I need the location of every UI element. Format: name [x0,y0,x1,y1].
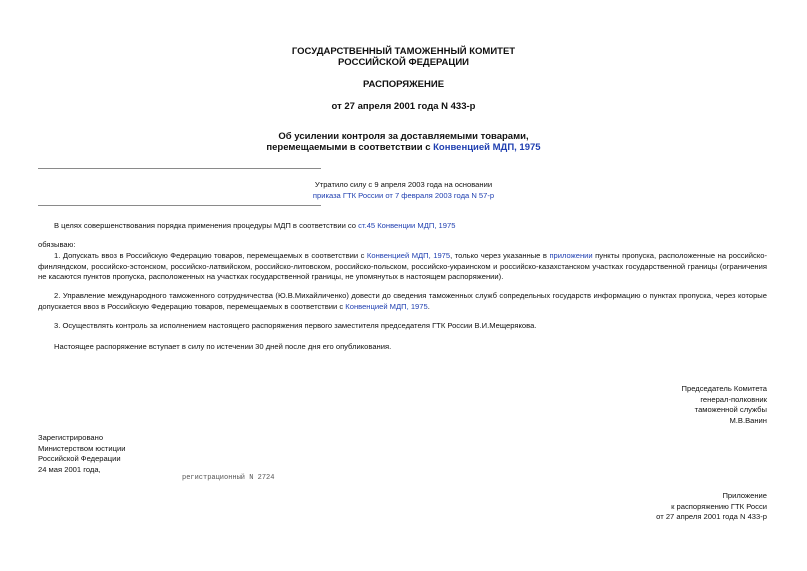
document-type: РАСПОРЯЖЕНИЕ [362,79,445,90]
signature-line: генерал-полковник [700,394,767,404]
repeal-note [0,180,807,201]
convention-link-p2[interactable]: Конвенцией МДП, 1975 [345,301,428,311]
paragraph-3: 3. Осуществлять контроль за исполнением настоящего распоряжения первого заместителя председателя ГТК России В.И.Мещерякова. [54,321,537,330]
article-45-link[interactable]: ст.45 Конвенции МДП, 1975 [358,221,456,230]
signature-line: Председатель Комитета [681,384,767,393]
paragraph-1-text: , только через указанные в [450,251,550,260]
divider-top [38,168,321,169]
obliges-line: обязываю: [38,240,76,249]
repeal-note-text: Утратило силу с 9 апреля 2003 года на основании [314,180,493,189]
registration-line: Российской Федерации [38,454,121,463]
registration-line: Зарегистрировано [38,433,104,442]
registration-block [38,433,125,475]
title-text: перемещаемыми в соответствии с [266,142,434,153]
appendix-line: от 27 апреля 2001 года N 433-р [656,512,767,521]
signature-line: таможенной службы [694,405,767,414]
paragraph-1-text: пункты пропуска, расположенные на российско-финляндском, российско-эстонском, российско-латвийском, российско-литовском, российско-польском, российско-украинском и российско-казахстанском участках государственной границы (ограничения не касаются пунктов пропуска, расположенных на участках государственной границы, не упомянутых в настоящем распоряжении). [38,251,767,281]
repeal-order-link[interactable]: приказа ГТК России от 7 февраля 2003 года N 57-р [312,190,495,200]
registration-number: регистрационный N 2724 [182,474,275,482]
intro-paragraph [38,221,767,232]
paragraph-2 [38,291,767,312]
paragraph-2-text: . [427,301,430,311]
paragraph-4: Настоящее распоряжение вступает в силу по истечении 30 дней после дня его опубликования. [54,342,392,351]
document-title-line2 [0,142,807,153]
appendix-link[interactable]: приложении [549,251,593,260]
appendix-line: Приложение [722,491,767,500]
paragraph-1 [38,251,767,283]
document-title-line1: Об усилении контроля за доставляемыми товарами, [278,131,529,142]
appendix-header [656,491,767,523]
agency-name-line1: ГОСУДАРСТВЕННЫЙ ТАМОЖЕННЫЙ КОМИТЕТ [291,46,516,57]
signature-line: М.В.Ванин [729,415,767,425]
intro-text: В целях совершенствования порядка применения процедуры МДП в соответствии со [54,221,359,230]
registration-line: Министерством юстиции [38,443,126,453]
registration-line: 24 мая 2001 года, [38,464,101,474]
divider-bottom [38,205,321,206]
paragraph-2-text: 2. Управление международного таможенного сотрудничества (Ю.В.Михайличенко) довести до сведения таможенных служб сопредельных государств информацию о пунктах пропуска, через которые допускается ввоз в Российскую Федерацию товаров, перемещаемых в соответствии с [38,291,767,311]
paragraph-1-text: 1. Допускать ввоз в Российскую Федерацию товаров, перемещаемых в соответствии с [54,251,367,260]
agency-name-line2: РОССИЙСКОЙ ФЕДЕРАЦИИ [337,57,469,68]
appendix-line: к распоряжению ГТК Росси [671,501,767,511]
convention-link-p1[interactable]: Конвенцией МДП, 1975 [366,251,451,260]
document-date: от 27 апреля 2001 года N 433-р [331,101,476,112]
convention-title-link[interactable]: Конвенцией МДП, 1975 [433,142,541,153]
signature-block [682,384,767,426]
